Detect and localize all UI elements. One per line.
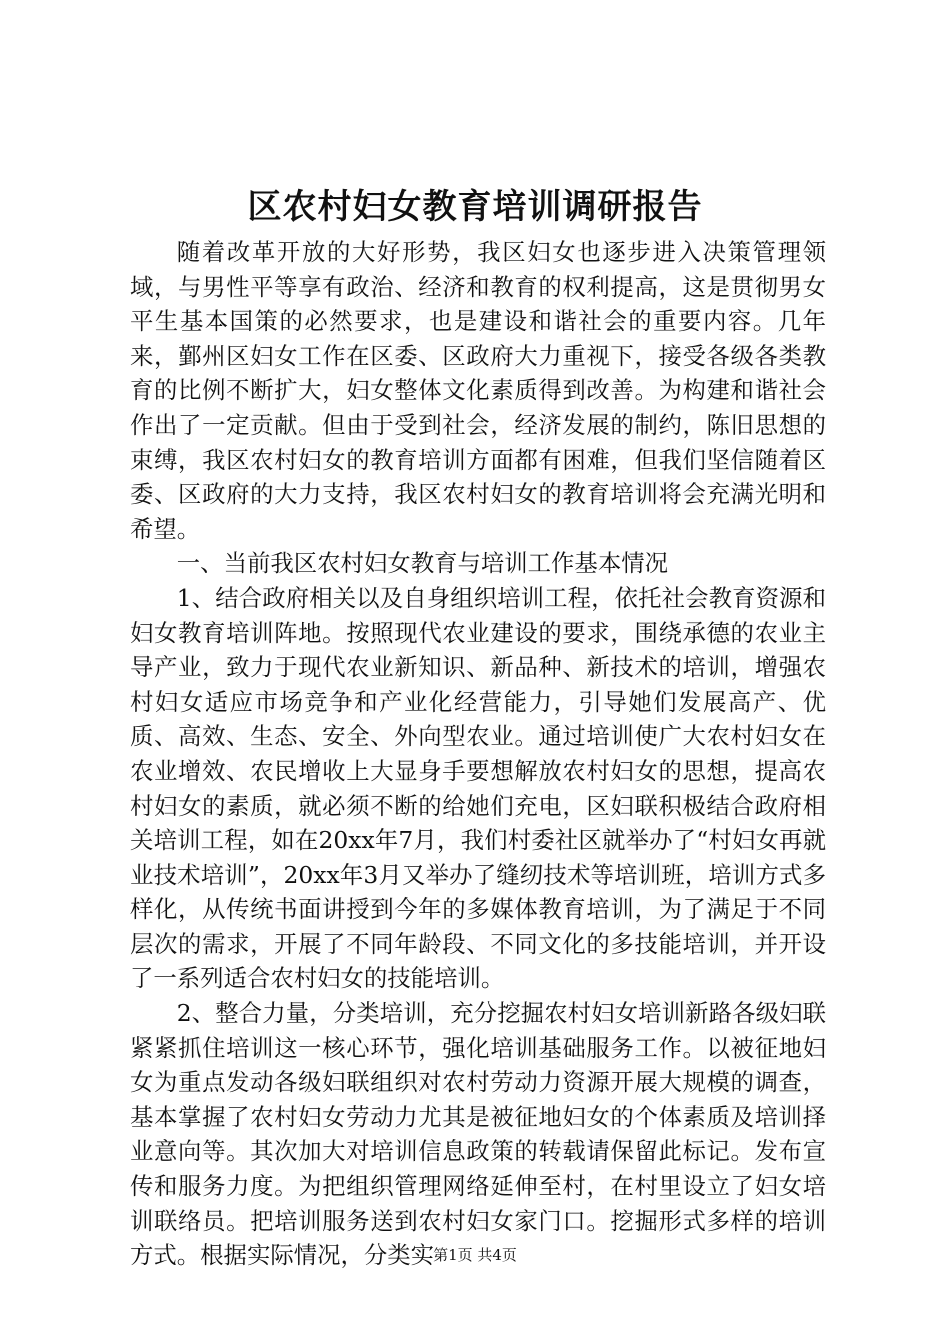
paragraph-item-2: 2、整合力量，分类培训，充分挖掘农村妇女培训新路各级妇联紧紧抓住培训这一核心环节，强化培训基础服务工作。以被征地妇女为重点发动各级妇联组织对农村劳动力资源开展大规模的调查，基本掌握了农村妇女劳动力尤其是被征地妇女的个体素质及培训择业意向等。其次加大对培训信息政策的转载请保留此标记。发布宣传和服务力度。为把组织管理网络延伸至村，在村里设立了妇女培训联络员。把培训服务送到农村妇女家门口。挖掘形式多样的培训方式。根据实际情况，分类实 — [130, 999, 826, 1270]
document-body — [130, 235, 826, 1273]
document-title: 区农村妇女教育培训调研报告 — [247, 187, 703, 227]
intro-paragraph: 随着改革开放的大好形势，我区妇女也逐步进入决策管理领域，与男性平等享有政治、经济和教育的权利提高，这是贯彻男女平生基本国策的必然要求，也是建设和谐社会的重要内容。几年来，鄞州区妇女工作在区委、区政府大力重视下，接受各级各类教育的比例不断扩大，妇女整体文化素质得到改善。为构建和谐社会作出了一定贡献。但由于受到社会，经济发展的制约，陈旧思想的束缚，我区农村妇女的教育培训方面都有困难，但我们坚信随着区委、区政府的大力支持，我区农村妇女的教育培训将会充满光明和希望。 — [130, 238, 826, 543]
section-heading: 一、当前我区农村妇女教育与培训工作基本情况 — [176, 549, 668, 578]
page-footer: 第1页 共4页 — [433, 1246, 517, 1264]
paragraph-item-1: 1、结合政府相关以及自身组织培训工程，依托社会教育资源和妇女教育培训阵地。按照现代农业建设的要求，围绕承德的农业主导产业，致力于现代农业新知识、新品种、新技术的培训，增强农村妇女适应市场竞争和产业化经营能力，引导她们发展高产、优质、高效、生态、安全、外向型农业。通过培训使广大农村妇女在农业增效、农民增收上大显身手要想解放农村妇女的思想，提高农村妇女的素质，就必须不断的给她们充电，区妇联积极结合政府相关培训工程，如在20xx年7月，我们村委社区就举办了“村妇女再就业技术培训”，20xx年3月又举办了缝纫技术等培训班，培训方式多样化，从传统书面讲授到今年的多媒体教育培训，为了满足于不同层次的需求，开展了不同年龄段、不同文化的多技能培训，并开设了一系列适合农村妇女的技能培训。 — [130, 583, 826, 993]
